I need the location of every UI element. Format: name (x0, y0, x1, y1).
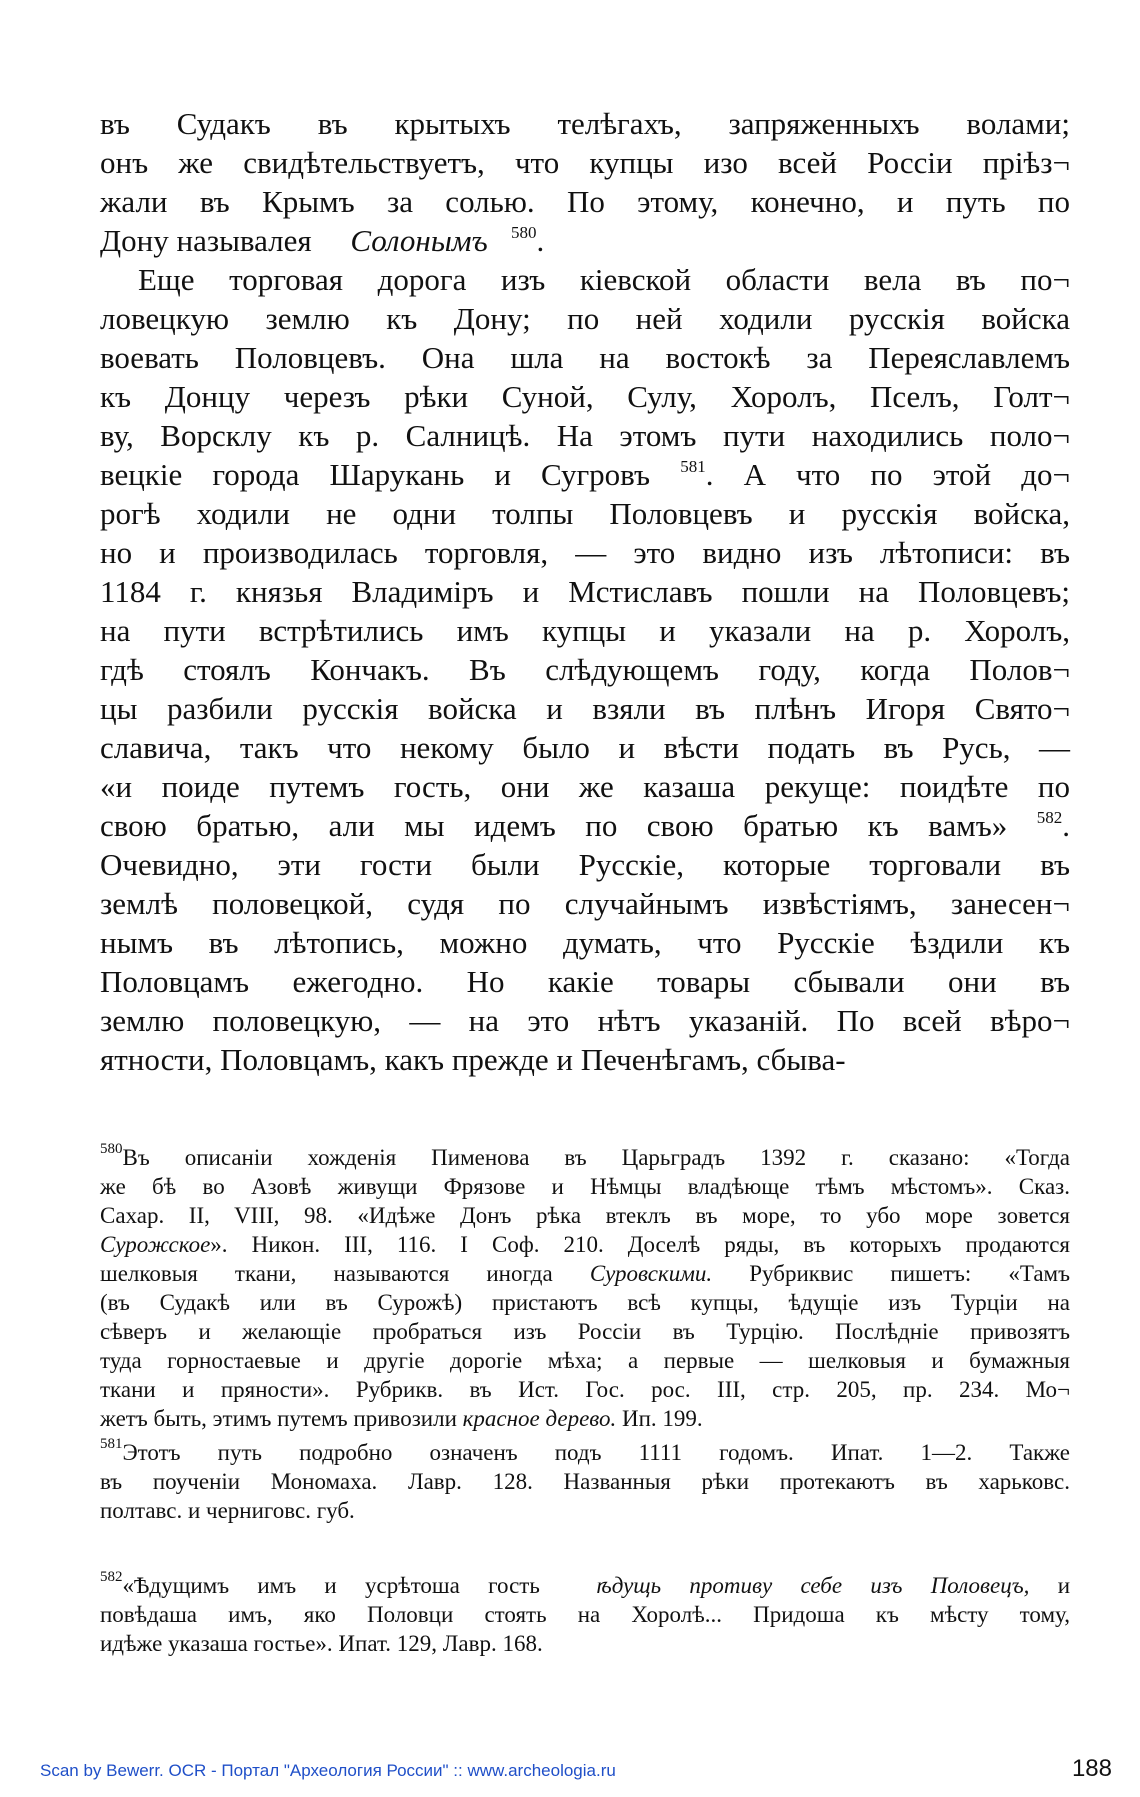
text-fragment: свою братью, али мы идемъ по свою братью къ вамъ» (100, 808, 1008, 843)
text-line: землѣ половецкой, судя по случайнымъ извѣстіямъ, занесен¬ (100, 886, 1070, 921)
text-line: онъ же свидѣтельствуетъ, что купцы изо всей Россіи пріѣз¬ (100, 145, 1070, 180)
text-line: Половцамъ ежегодно. Но какіе товары сбывали они въ (100, 964, 1070, 999)
footnote-number: 581 (100, 1436, 123, 1453)
text-fragment: «Ѣдущимъ имъ и усрѣтоша гость (122, 1573, 540, 1598)
text-line: Очевидно, эти гости были Русскіе, которые торговали въ (100, 847, 1070, 882)
italic-term: красное дерево. (462, 1406, 617, 1431)
italic-term: ѣдущь противу себе изъ Половецъ, (596, 1573, 1030, 1598)
footnote-line (100, 1404, 1070, 1433)
text-line: землю половецкую, — на это нѣтъ указаній. По всей вѣро¬ (100, 1003, 1070, 1038)
text-fragment: вецкіе города Шарукань и Сугровъ (100, 457, 651, 492)
text-fragment: и (1057, 1573, 1071, 1598)
text-line (100, 221, 1070, 260)
text-line: рогѣ ходили не одни толпы Половцевъ и русскія войска, (100, 496, 1070, 531)
text-line: гдѣ стоялъ Кончакъ. Въ слѣдующемъ году, когда Полов¬ (100, 652, 1070, 687)
footnote-ref-582: 582 (1036, 807, 1063, 827)
footnote-line (100, 1259, 1070, 1288)
footnote-line: сѣверъ и желающіе пробраться изъ Россіи въ Турцію. Послѣдніе привозятъ (100, 1319, 1070, 1344)
text-line: цы разбили русскія войска и взяли въ плѣнъ Игоря Свято¬ (100, 691, 1070, 726)
text-fragment: . А что по этой до¬ (705, 457, 1071, 492)
footnote-number: 580 (100, 1141, 123, 1158)
footnote-ref-581: 581 (680, 456, 706, 476)
text-line: къ Донцу черезъ рѣки Суной, Сулу, Хоролъ, Пселъ, Голт¬ (100, 379, 1070, 414)
footnote-line: (въ Судакѣ или въ Сурожѣ) пристаютъ всѣ купцы, ѣдущіе изъ Турціи на (100, 1290, 1070, 1315)
text-line: ятности, Половцамъ, какъ прежде и Печенѣгамъ, сбыва- (100, 1042, 846, 1077)
footnote-line: полтавс. и черниговс. губ. (100, 1498, 355, 1523)
footnote-line: повѣдаша имъ, яко Половци стоять на Хоролѣ... Придоша къ мѣсту тому, (100, 1602, 1070, 1627)
footnote-line (100, 1571, 1070, 1600)
text-line: но и производилась торговля, — это видно изъ лѣтописи: въ (100, 535, 1070, 570)
text-line: славича, такъ что некому было и вѣсти подать въ Русь, — (100, 730, 1070, 765)
page-number: 188 (1071, 1755, 1112, 1782)
text-line: ловецкую землю къ Дону; по ней ходили русскія войска (100, 301, 1070, 336)
italic-term: Солонымъ (350, 223, 488, 258)
text-line: жали въ Крымъ за солью. По этому, конечно, и путь по (100, 184, 1070, 219)
text-fragment: жетъ быть, этимъ путемъ привозили (100, 1406, 457, 1431)
text-fragment: шелковыя ткани, называются иногда (100, 1261, 553, 1286)
text-fragment: Рубриквис пишетъ: «Тамъ (749, 1261, 1071, 1286)
text-fragment: ». Никон. III, 116. I Соф. 210. Доселѣ ряды, въ которыхъ продаются (210, 1232, 1070, 1257)
text-line: 1184 г. князья Владиміръ и Мстиславъ пошли на Половцевъ; (100, 574, 1070, 609)
footnote-580 (100, 1143, 1070, 1433)
footnote-line (100, 1438, 1070, 1467)
footnote-line: же бѣ во Азовѣ живущи Фрязове и Нѣмцы владѣюще тѣмъ мѣстомъ». Сказ. (100, 1174, 1070, 1199)
footnote-line: идѣже указаша гостье». Ипат. 129, Лавр. 168. (100, 1631, 543, 1656)
text-fragment: Въ описаніи хожденія Пименова въ Царьградъ 1392 г. сказано: «Тогда (122, 1145, 1070, 1170)
text-line: на пути встрѣтились имъ купцы и указали на р. Хоролъ, (100, 613, 1070, 648)
footnote-line: туда горностаевые и другіе дорогіе мѣха; а первые — шелковыя и бумажныя (100, 1348, 1070, 1373)
footnote-ref-580: 580 (510, 222, 537, 242)
text-line (100, 455, 1070, 494)
footnote-581 (100, 1438, 1070, 1525)
footnote-line: въ поученіи Мономаха. Лавр. 128. Названныя рѣки протекаютъ въ харьковс. (100, 1469, 1070, 1494)
page-footer (40, 1755, 1112, 1785)
text-line: ву, Ворсклу къ р. Салницѣ. На этомъ пути находились поло¬ (100, 418, 1070, 453)
italic-term: Сурожское (100, 1232, 211, 1257)
text-line: нымъ въ лѣтопись, можно думать, что Русскіе ѣздили къ (100, 925, 1070, 960)
footnote-number: 582 (100, 1569, 123, 1586)
italic-term: Суровскими. (589, 1261, 713, 1286)
paragraph-first-line: Еще торговая дорога изъ кіевской области вела въ по¬ (138, 262, 1070, 297)
text-fragment: Ип. 199. (622, 1406, 703, 1431)
text-fragment: . (536, 223, 545, 258)
footnote-582 (100, 1571, 1070, 1658)
footnote-line (100, 1230, 1070, 1259)
text-line: въ Судакъ въ крытыхъ телѣгахъ, запряженныхъ волами; (100, 106, 1070, 141)
footnote-line: Сахар. II, VIII, 98. «Идѣже Донъ рѣка втеклъ въ море, то убо море зовется (100, 1203, 1070, 1228)
scan-credit-link[interactable]: Scan by Bewerr. OCR - Портал "Археология России" :: www.archeologia.ru (40, 1761, 616, 1780)
footnote-line (100, 1143, 1070, 1172)
text-fragment: Дону называлея (100, 223, 312, 258)
text-fragment: Этотъ путь подробно означенъ подъ 1111 годомъ. Ипат. 1—2. Также (122, 1440, 1070, 1465)
text-line: «и поиде путемъ гость, они же казаша рекуще: поидѣте по (100, 769, 1070, 804)
text-fragment: . (1062, 808, 1070, 843)
main-text (100, 104, 1070, 1079)
text-line (100, 806, 1070, 845)
footnote-line: ткани и пряности». Рубрикв. въ Ист. Гос. рос. III, стр. 205, пр. 234. Мо¬ (100, 1377, 1070, 1402)
text-line: воевать Половцевъ. Она шла на востокѣ за Переяславлемъ (100, 340, 1070, 375)
